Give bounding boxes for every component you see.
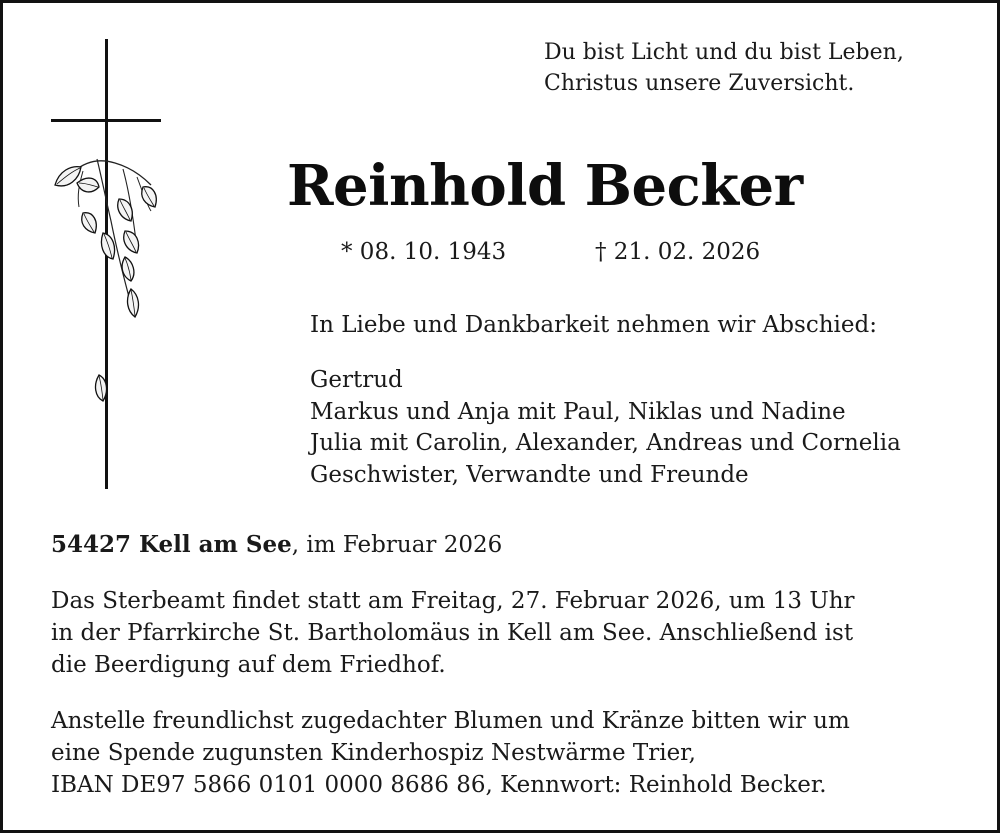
place-name: 54427 Kell am See (51, 531, 292, 558)
quote-line-1: Du bist Licht und du bist Leben, (544, 40, 904, 65)
mourner-line: Julia mit Carolin, Alexander, Andreas und Cornelia (310, 430, 901, 456)
mourner-line: Gertrud (310, 367, 403, 393)
deceased-name: Reinhold Becker (287, 153, 803, 219)
quote (544, 37, 904, 99)
farewell-intro: In Liebe und Dankbarkeit nehmen wir Abschied: (310, 312, 877, 338)
mourner-line: Geschwister, Verwandte und Freunde (310, 461, 749, 488)
donation-line: eine Spende zugunsten Kinderhospiz Nestwärme Trier, (51, 740, 696, 766)
donation-line: Anstelle freundlichst zugedachter Blumen und Kränze bitten wir um (51, 708, 850, 734)
service-line: die Beerdigung auf dem Friedhof. (51, 652, 446, 678)
birth-date: * 08. 10. 1943 (341, 239, 507, 265)
service-line: Das Sterbeamt findet statt am Freitag, 27. Februar 2026, um 13 Uhr (51, 588, 855, 614)
cross-with-birch-branch-icon (33, 35, 173, 495)
donation-line: IBAN DE97 5866 0101 0000 8686 86, Kennwort: Reinhold Becker. (51, 772, 827, 798)
service-info (51, 585, 855, 681)
donation-info (51, 705, 850, 801)
service-line: in der Pfarrkirche St. Bartholomäus in Kell am See. Anschließend ist (51, 620, 854, 646)
mourner-line: Markus und Anja mit Paul, Niklas und Nadine (310, 398, 846, 425)
mourners-list (310, 365, 901, 491)
death-date: † 21. 02. 2026 (595, 239, 761, 265)
quote-line-2: Christus unsere Zuversicht. (544, 71, 855, 96)
place-date: , im Februar 2026 (291, 532, 503, 558)
place-and-date (51, 529, 502, 561)
